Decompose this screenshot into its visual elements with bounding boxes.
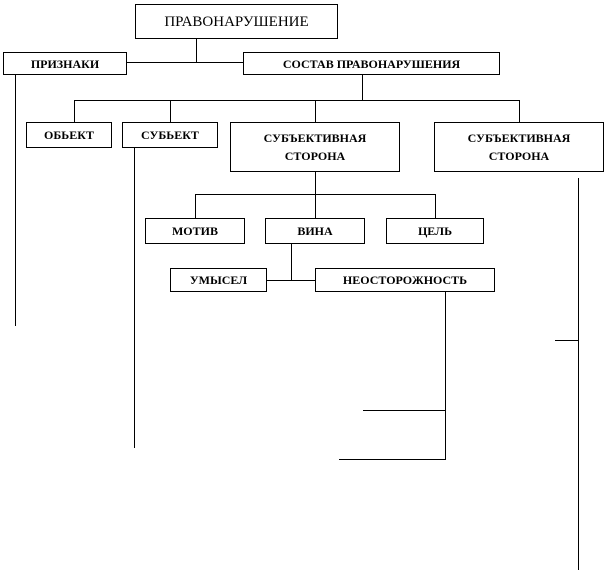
connector-composition-down <box>362 74 363 100</box>
subjective-side-2-node: СУБЪЕКТИВНАЯ СТОРОНА <box>434 122 604 172</box>
root-node: ПРАВОНАРУШЕНИЕ <box>135 4 338 39</box>
intent-node: УМЫСЕЛ <box>170 268 267 292</box>
signs-node: ПРИЗНАКИ <box>3 52 127 75</box>
subjective-side-node: СУБЪЕКТИВНАЯ СТОРОНА <box>230 122 400 172</box>
connector-goal <box>435 194 436 218</box>
subject-node: СУБЬЕКТ <box>122 122 218 148</box>
subject-vertical-line <box>134 148 135 448</box>
connector-object <box>74 100 75 122</box>
negligence-branch-bottom <box>339 459 445 460</box>
connector-subjective-side <box>315 100 316 122</box>
motive-node: МОТИВ <box>145 218 245 244</box>
negligence-node: НЕОСТОРОЖНОСТЬ <box>315 268 495 292</box>
subjective-side-2-vertical-line <box>578 178 579 570</box>
connector-signs-composition <box>127 62 243 63</box>
subjective-side-2-branch <box>555 340 578 341</box>
connector-guilt-down <box>291 244 292 280</box>
connector-elements-bus <box>74 100 520 101</box>
connector-motive <box>195 194 196 218</box>
connector-intent-negligence <box>267 280 315 281</box>
connector-guilt <box>315 194 316 218</box>
connector-subjective-side-down <box>315 172 316 194</box>
guilt-node: ВИНА <box>265 218 365 244</box>
object-node: ОБЬЕКТ <box>26 122 112 148</box>
connector-subjective-side-2 <box>519 100 520 122</box>
signs-vertical-line <box>15 74 16 326</box>
goal-node: ЦЕЛЬ <box>386 218 484 244</box>
connector-root-down <box>196 38 197 62</box>
negligence-branch-top <box>363 410 445 411</box>
negligence-vertical-line <box>445 292 446 460</box>
composition-node: СОСТАВ ПРАВОНАРУШЕНИЯ <box>243 52 500 75</box>
connector-subject <box>170 100 171 122</box>
